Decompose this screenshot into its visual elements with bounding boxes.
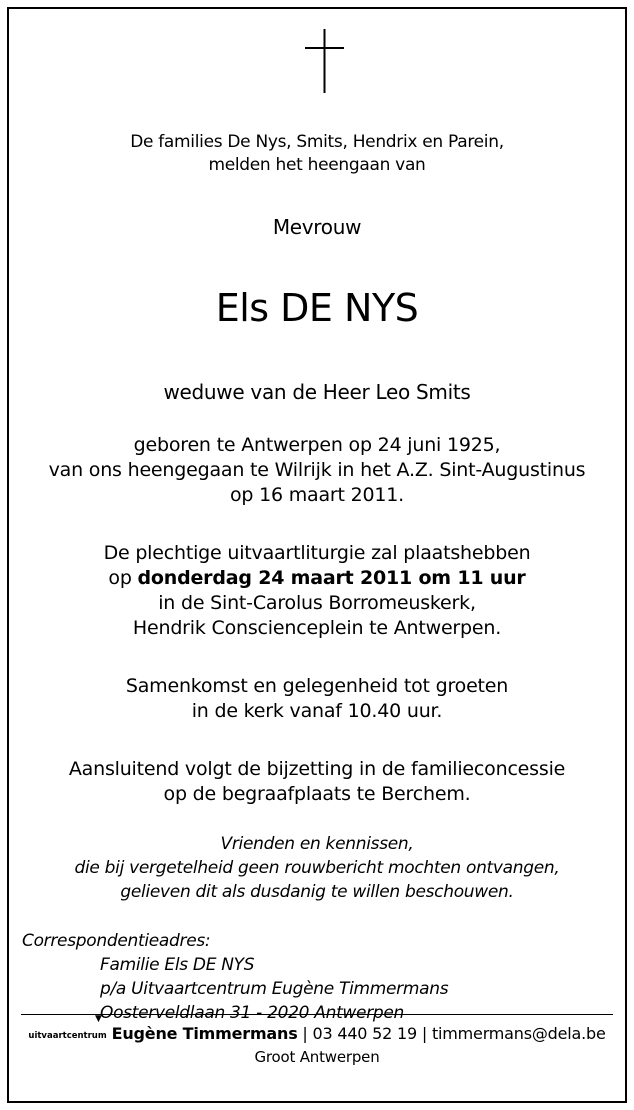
birth-line-3: op 16 maart 2011. [229,484,405,506]
friends-line-1: Vrienden en kennissen, [220,834,414,854]
burial-line-1: Aansluitend volgt de bijzetting in de familieconcessie [68,758,566,780]
liturgy-line-1: De plechtige uitvaartliturgie zal plaatshebben [103,542,531,564]
footer-brand: Eugène Timmermans [111,1024,298,1043]
footer-email: timmermans@dela.be [431,1024,606,1043]
cross-icon [305,29,345,93]
gathering-line-1: Samenkomst en gelegenheid tot groeten [125,675,509,697]
marker-icon: ▼ [95,1014,102,1024]
footer-divider [21,1014,613,1015]
footer-phone: | 03 440 52 19 | [302,1024,428,1043]
birth-line-1: geboren te Antwerpen op 24 juni 1925, [133,434,501,456]
gathering-line-2: in de kerk vanaf 10.40 uur. [191,700,443,722]
deceased-name: Els DE NYS [215,286,419,330]
friends-line-3: gelieven dit als dusdanig te willen beschouwen. [120,882,514,902]
correspondence-line-3: Oosterveldlaan 31 - 2020 Antwerpen [100,1003,405,1023]
birth-line-2: van ons heengegaan te Wilrijk in het A.Z. Sint-Augustinus [48,459,586,481]
correspondence-line-2: p/a Uitvaartcentrum Eugène Timmermans [100,979,449,999]
widow-line: weduwe van de Heer Leo Smits [163,380,471,404]
liturgy-line-3: in de Sint-Carolus Borromeuskerk, [158,592,476,614]
footer-region: Groot Antwerpen [254,1048,380,1066]
liturgy-date-time: donderdag 24 maart 2011 om 11 uur [137,567,526,589]
intro-line-2: melden het heengaan van [208,155,426,175]
salutation: Mevrouw [272,215,362,239]
footer-small-label: uitvaartcentrum [28,1031,107,1041]
footer-contact-line [9,1024,625,1043]
correspondence-label: Correspondentieadres: [22,931,211,951]
liturgy-prefix: op [108,567,138,589]
intro-line-1: De families De Nys, Smits, Hendrix en Parein, [130,132,504,152]
correspondence-line-1: Familie Els DE NYS [100,955,255,975]
obituary-card [7,7,627,1103]
burial-line-2: op de begraafplaats te Berchem. [163,783,471,805]
liturgy-line-2 [9,567,625,589]
friends-line-2: die bij vergetelheid geen rouwbericht mochten ontvangen, [74,858,560,878]
liturgy-line-4: Hendrik Conscienceplein te Antwerpen. [132,617,502,639]
